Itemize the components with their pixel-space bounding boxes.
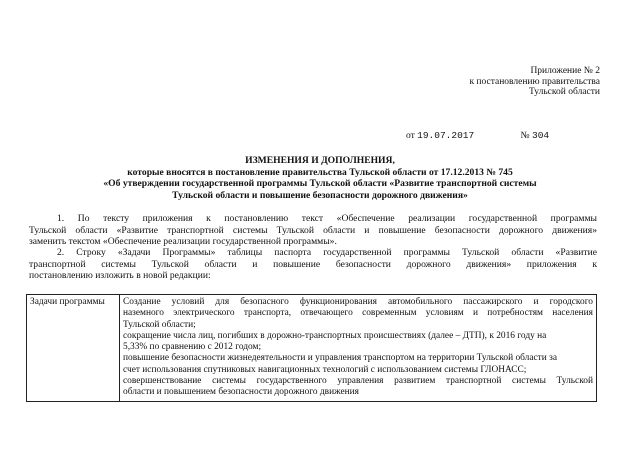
title-line-2: которые вносятся в постановление правительства Тульской области от 17.12.2013 № 745 [127, 166, 513, 178]
program-tasks-table [26, 294, 597, 402]
title-heading: ИЗМЕНЕНИЯ И ДОПОЛНЕНИЯ, [245, 155, 395, 166]
paragraph-1-line-2: Тульской области «Развитие транспортной системы Тульской области и повышение безопасности дорожного движения» [29, 224, 597, 236]
decree-number: 304 [532, 130, 550, 141]
task-line: сокращение числа лиц, погибших в дорожно-транспортных происшествиях (далее – ДТП), к 2016 году на [123, 330, 547, 341]
table-label-cell: Задачи программы [27, 295, 120, 402]
task-line: 5,33% по сравнению с 2012 годом; [123, 342, 262, 353]
document-title [0, 155, 640, 201]
task-line: области и повышением безопасности дорожного движения [123, 387, 359, 398]
paragraph-2-line-3: постановлению изложить в новой редакции: [29, 270, 211, 281]
task-line: совершенствование системы государственного управления развитием транспортной системы Тульской [123, 376, 593, 387]
task-line: Тульской области; [123, 319, 196, 330]
decree-date-line [406, 130, 616, 141]
date-prefix: от [406, 131, 415, 141]
task-line: наземного электрического транспорта, отвечающего современным условиям и потребностям населения [123, 308, 593, 319]
title-line-4: Тульской области и повышение безопасности дорожного движения» [172, 189, 468, 201]
table-row [27, 295, 597, 402]
appendix-number: Приложение № 2 [530, 66, 600, 76]
paragraph-1-line-3: заменить текстом «Обеспечение реализации государственной программы». [29, 236, 337, 247]
appendix-header [400, 66, 600, 98]
paragraph-1 [29, 213, 597, 248]
paragraph-1-line-1: 1. По тексту приложения к постановлению текст «Обеспечение реализации государственной программы [57, 213, 597, 224]
decree-date: 19.07.2017 [417, 130, 475, 141]
title-line-3: «Об утверждении государственной программы Тульской области «Развитие транспортной системы [103, 178, 537, 190]
paragraph-2 [29, 247, 597, 282]
appendix-region: Тульской области [528, 87, 600, 97]
number-sign: № [520, 131, 530, 141]
table-content-cell [120, 295, 597, 402]
appendix-reference: к постановлению правительства [469, 76, 600, 87]
task-line: повышение безопасности жизнедеятельности и управления транспортом на территории Тульской области за [123, 353, 557, 364]
task-line: Создание условий для безопасного функционирования автомобильного пассажирского и городского [123, 297, 593, 307]
paragraph-2-line-2: транспортной системы Тульской области и повышение безопасности дорожного движения» приложения к [29, 258, 597, 270]
paragraph-2-line-1: 2. Строку «Задачи Программы» таблицы паспорта государственной программы Тульской области «Развитие [57, 247, 597, 258]
task-line: счет использования спутниковых навигационных технологий с использованием системы ГЛОНАСС; [123, 364, 527, 375]
